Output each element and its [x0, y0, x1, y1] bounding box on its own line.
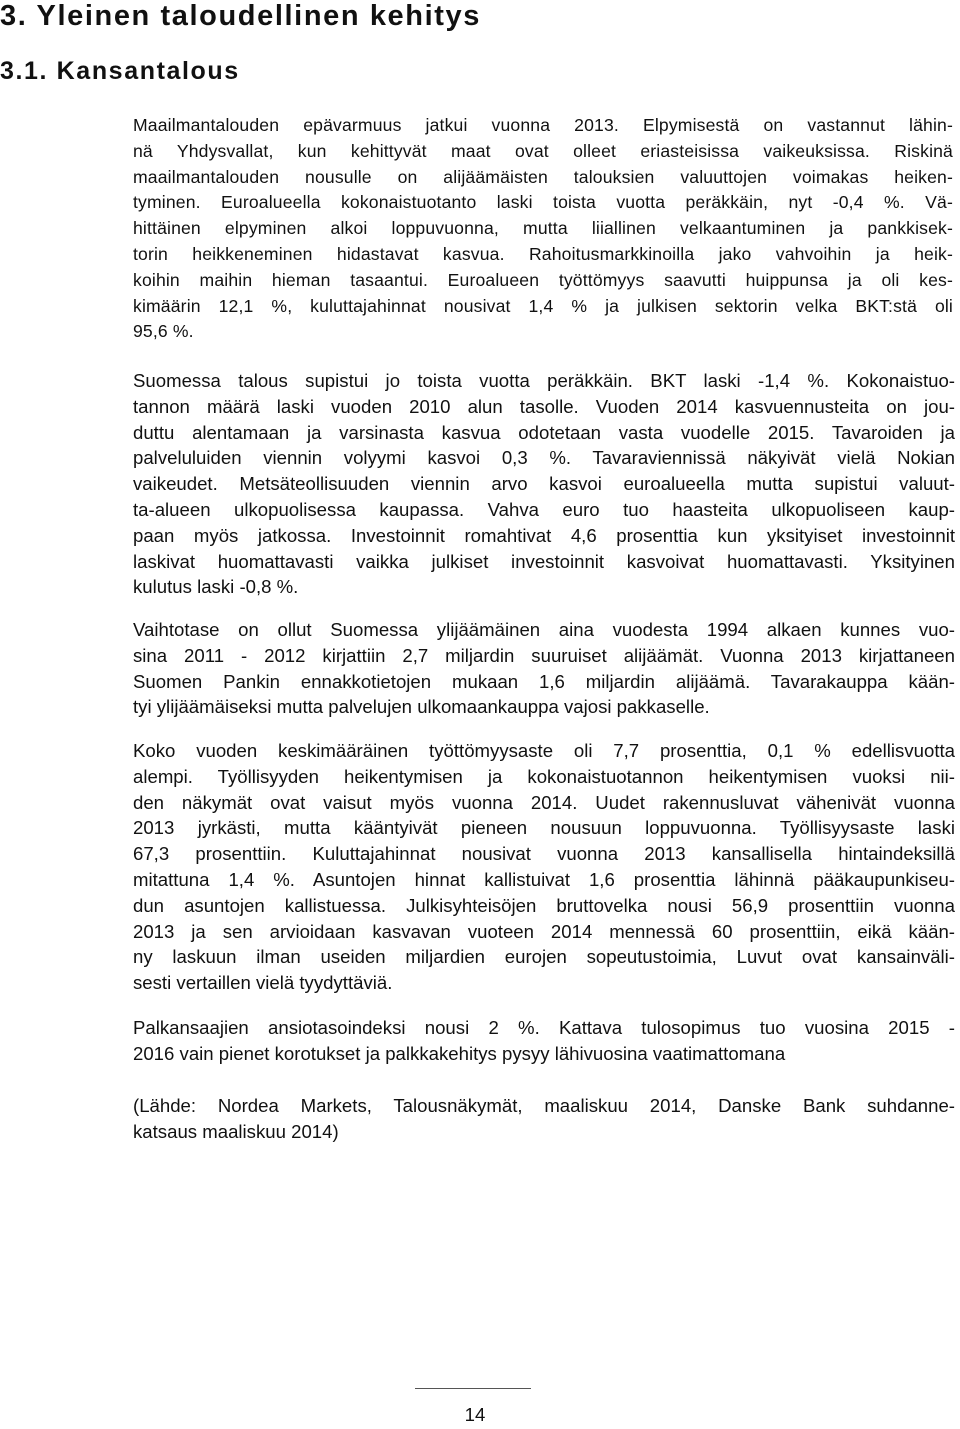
text-line: 2013 ja sen arvioidaan kasvavan vuoteen 2014 mennessä 60 prosenttiin, eikä kään-	[133, 920, 955, 942]
text-line: Vaihtotase on ollut Suomessa ylijäämäinen aina vuodesta 1994 alkaen kunnes vuo-	[133, 619, 955, 640]
text-line: dun asuntojen kallistuessa. Julkisyhteisöjen bruttovelka nousi 56,9 prosenttiin vuonna	[133, 894, 955, 916]
text-line: sina 2011 - 2012 kirjattiin 2,7 miljardin suuruiset alijäämät. Vuonna 2013 kirjattaneen	[133, 644, 955, 666]
text-line: maailmantalouden nousulle on alijäämäisten talouksien valuuttojen voimakas heiken-	[133, 166, 953, 187]
text-line: paan myös jatkossa. Investoinnit romahtivat 4,6 prosenttia kun yksityiset investoinnit	[133, 524, 955, 546]
text-line: torin heikkeneminen hidastavat kasvua. Rahoitusmarkkinoilla jako vahvoihin ja heik-	[133, 243, 953, 264]
text-line: mitattuna 1,4 %. Asuntojen hinnat kallistuivat 1,6 prosenttia lähinnä pääkaupunkiseu-	[133, 868, 955, 890]
paragraph-employment	[133, 738, 955, 996]
text-line: nä Yhdysvallat, kun kehittyvät maat ovat olleet eriasteisissa vaikeuksissa. Riskinä	[133, 140, 953, 161]
text-line: Suomen Pankin ennakkotietojen mukaan 1,6 miljardin alijäämä. Tavarakauppa kään-	[133, 670, 955, 692]
text-line: palveluluiden viennin volyymi kasvoi 0,3 %. Tavaraviennissä näkyivät vielä Nokian	[133, 447, 955, 469]
text-line: Suomessa talous supistui jo toista vuotta peräkkäin. BKT laski -1,4 %. Kokonaistuo-	[133, 370, 955, 391]
text-line: 2013 jyrkästi, mutta kääntyivät pieneen nousuun loppuvuonna. Työllisyysaste laski	[133, 817, 955, 839]
text-line: tyi ylijäämäiseksi mutta palvelujen ulkomaankauppa vajosi pakkaselle.	[133, 696, 710, 718]
paragraph-world-economy	[133, 113, 953, 345]
text-line: tyminen. Euroalueella kokonaistuotanto laski toista vuotta peräkkäin, nyt -0,4 %. Vä-	[133, 192, 953, 213]
text-line: katsaus maaliskuu 2014)	[133, 1120, 339, 1142]
text-line: duttu alentamaan ja varsinasta kasvua odotetaan vasta vuodelle 2015. Tavaroiden ja	[133, 421, 955, 443]
text-line: den näkymät ovat vaisut myös vuonna 2014. Uudet rakennusluvat vähenivät vuonna	[133, 791, 955, 813]
text-line: alempi. Työllisyyden heikentymisen ja kokonaistuotannon heikentymisen vuoksi nii-	[133, 765, 955, 787]
text-line: ta-alueen ulkopuolisessa kaupassa. Vahva euro tuo haasteita ulkopuoliseen kaup-	[133, 498, 955, 520]
text-line: 2016 vain pienet korotukset ja palkkakehitys pysyy lähivuosina vaatimattomana	[133, 1042, 786, 1064]
text-line: Palkansaajien ansiotasoindeksi nousi 2 %. Kattava tulosopimus tuo vuosina 2015 -	[133, 1017, 955, 1038]
text-line: sesti vertaillen vielä tyydyttäviä.	[133, 972, 393, 994]
text-line: ny laskuun ilman useiden miljardien eurojen sopeutustoimia, Luvut ovat kansainväli-	[133, 946, 955, 968]
text-line: laskivat huomattavasti vaikka julkiset investoinnit kasvoivat huomattavasti. Yksityinen	[133, 550, 955, 572]
paragraph-wages	[133, 1015, 955, 1067]
section-heading	[0, 0, 481, 33]
page-number: 14	[464, 1404, 486, 1425]
text-line: 95,6 %.	[133, 321, 194, 342]
text-line: Koko vuoden keskimääräinen työttömyysaste oli 7,7 prosenttia, 0,1 % edellisvuotta	[133, 740, 955, 761]
section-number: 3.	[0, 0, 28, 32]
text-line: vaikeudet. Metsäteollisuuden viennin arvo kasvoi euroalueella mutta supistui valuut-	[133, 473, 955, 495]
text-line: koihin maihin hieman tasaantui. Euroalueen työttömyys saavutti huippunsa ja oli kes-	[133, 269, 953, 290]
text-line: tannon määrä laski vuoden 2010 alun tasolle. Vuoden 2014 kasvuennusteita on jou-	[133, 395, 955, 417]
subsection-heading	[0, 56, 240, 86]
text-line: Maailmantalouden epävarmuus jatkui vuonna 2013. Elpymisestä on vastannut lähin-	[133, 115, 953, 135]
paragraph-finland-economy	[133, 368, 955, 600]
paragraph-sources	[133, 1093, 955, 1145]
subsection-title: Kansantalous	[56, 57, 240, 85]
text-line: 67,3 prosenttiin. Kuluttajahinnat nousivat vuonna 2013 kansallisella hintaindeksillä	[133, 843, 955, 865]
text-line: (Lähde: Nordea Markets, Talousnäkymät, maaliskuu 2014, Danske Bank suhdanne-	[133, 1095, 955, 1116]
text-line: kimäärin 12,1 %, kuluttajahinnat nousivat 1,4 % ja julkisen sektorin velka BKT:stä oli	[133, 295, 953, 316]
section-title: Yleinen taloudellinen kehitys	[36, 0, 481, 32]
text-line: hittäinen elpyminen alkoi loppuvuonna, mutta liiallinen velkaantuminen ja pankkisek-	[133, 218, 953, 239]
text-line: kulutus laski -0,8 %.	[133, 576, 299, 598]
footer-divider	[415, 1388, 531, 1389]
subsection-number: 3.1.	[0, 57, 49, 85]
paragraph-current-account	[133, 617, 955, 720]
